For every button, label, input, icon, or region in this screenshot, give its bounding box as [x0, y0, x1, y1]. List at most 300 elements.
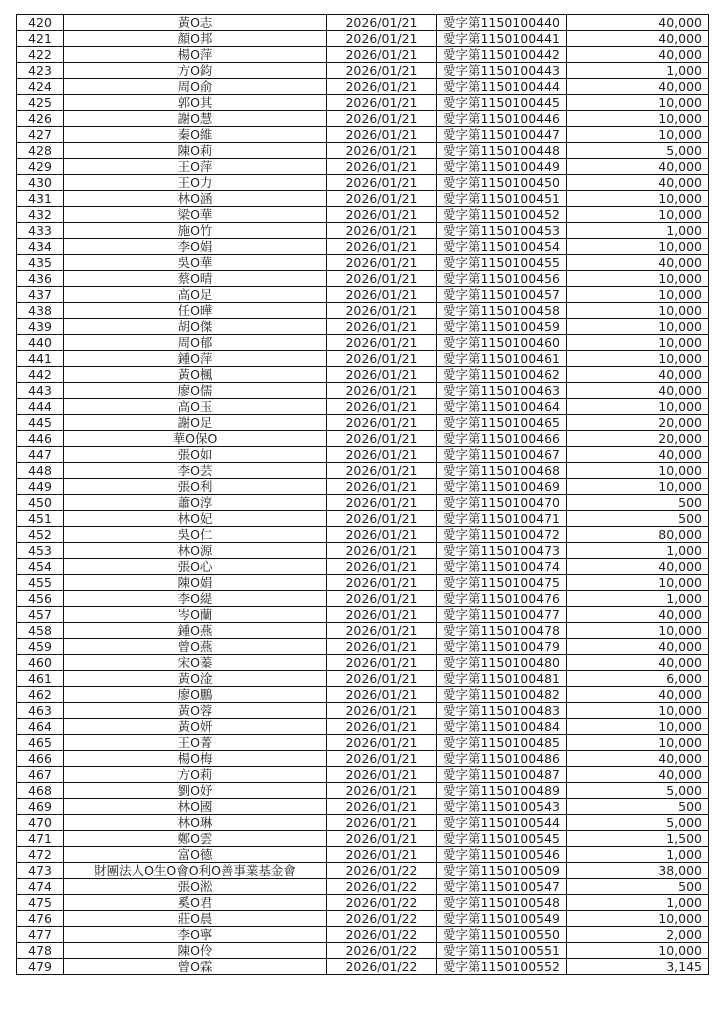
donation-amount-cell: 40,000	[567, 687, 709, 703]
table-row	[17, 735, 709, 751]
donor-name-cell: 謝O足	[64, 415, 327, 431]
donation-amount-cell: 10,000	[567, 575, 709, 591]
table-row	[17, 847, 709, 863]
donor-name-cell: 林O妃	[64, 511, 327, 527]
row-number-cell: 478	[17, 943, 64, 959]
donor-name-cell: 任O曄	[64, 303, 327, 319]
table-row	[17, 319, 709, 335]
receipt-number-cell: 愛字第1150100450	[437, 175, 567, 191]
donation-amount-cell: 3,145	[567, 959, 709, 975]
donor-name-cell: 黃O淦	[64, 671, 327, 687]
donor-name-cell: 胡O傑	[64, 319, 327, 335]
donor-name-cell: 廖O儒	[64, 383, 327, 399]
donation-amount-cell: 10,000	[567, 111, 709, 127]
donation-date-cell: 2026/01/21	[327, 703, 437, 719]
receipt-number-cell: 愛字第1150100447	[437, 127, 567, 143]
receipt-number-cell: 愛字第1150100449	[437, 159, 567, 175]
donor-name-cell: 林O琳	[64, 815, 327, 831]
table-row	[17, 255, 709, 271]
donation-date-cell: 2026/01/21	[327, 591, 437, 607]
receipt-number-cell: 愛字第1150100509	[437, 863, 567, 879]
receipt-number-cell: 愛字第1150100445	[437, 95, 567, 111]
row-number-cell: 422	[17, 47, 64, 63]
receipt-number-cell: 愛字第1150100550	[437, 927, 567, 943]
donation-amount-cell: 10,000	[567, 239, 709, 255]
table-row	[17, 879, 709, 895]
table-row	[17, 31, 709, 47]
row-number-cell: 431	[17, 191, 64, 207]
donation-date-cell: 2026/01/21	[327, 303, 437, 319]
table-row	[17, 127, 709, 143]
table-row	[17, 863, 709, 879]
donor-name-cell: 吳O華	[64, 255, 327, 271]
donation-amount-cell: 40,000	[567, 175, 709, 191]
donation-date-cell: 2026/01/21	[327, 575, 437, 591]
table-row	[17, 687, 709, 703]
donation-date-cell: 2026/01/21	[327, 495, 437, 511]
donation-amount-cell: 40,000	[567, 47, 709, 63]
donation-amount-cell: 500	[567, 879, 709, 895]
row-number-cell: 479	[17, 959, 64, 975]
table-row	[17, 815, 709, 831]
receipt-number-cell: 愛字第1150100460	[437, 335, 567, 351]
donor-name-cell: 方O鈞	[64, 63, 327, 79]
donation-date-cell: 2026/01/21	[327, 239, 437, 255]
table-row	[17, 47, 709, 63]
donor-name-cell: 王O萍	[64, 159, 327, 175]
donor-name-cell: 李O緹	[64, 591, 327, 607]
table-row	[17, 671, 709, 687]
row-number-cell: 436	[17, 271, 64, 287]
row-number-cell: 464	[17, 719, 64, 735]
donation-amount-cell: 40,000	[567, 15, 709, 31]
table-row	[17, 15, 709, 31]
row-number-cell: 435	[17, 255, 64, 271]
donation-amount-cell: 10,000	[567, 303, 709, 319]
table-row	[17, 335, 709, 351]
donation-date-cell: 2026/01/21	[327, 79, 437, 95]
donation-amount-cell: 10,000	[567, 943, 709, 959]
table-row	[17, 607, 709, 623]
table-row	[17, 719, 709, 735]
table-row	[17, 287, 709, 303]
row-number-cell: 421	[17, 31, 64, 47]
donation-amount-cell: 5,000	[567, 815, 709, 831]
table-row	[17, 527, 709, 543]
receipt-number-cell: 愛字第1150100443	[437, 63, 567, 79]
donation-amount-cell: 500	[567, 495, 709, 511]
receipt-number-cell: 愛字第1150100469	[437, 479, 567, 495]
donor-name-cell: 財團法人O生O會O利O善事業基金會	[64, 863, 327, 879]
donation-amount-cell: 20,000	[567, 415, 709, 431]
donation-date-cell: 2026/01/21	[327, 143, 437, 159]
table-row	[17, 543, 709, 559]
receipt-number-cell: 愛字第1150100455	[437, 255, 567, 271]
table-row	[17, 415, 709, 431]
table-row	[17, 207, 709, 223]
donor-name-cell: 蔡O晴	[64, 271, 327, 287]
receipt-number-cell: 愛字第1150100481	[437, 671, 567, 687]
donor-name-cell: 林O國	[64, 799, 327, 815]
row-number-cell: 451	[17, 511, 64, 527]
row-number-cell: 452	[17, 527, 64, 543]
table-row	[17, 447, 709, 463]
donation-date-cell: 2026/01/21	[327, 335, 437, 351]
table-row	[17, 927, 709, 943]
donation-amount-cell: 40,000	[567, 751, 709, 767]
table-row	[17, 799, 709, 815]
donation-date-cell: 2026/01/21	[327, 655, 437, 671]
donor-name-cell: 鄭O雲	[64, 831, 327, 847]
donor-name-cell: 宋O蓁	[64, 655, 327, 671]
donation-date-cell: 2026/01/21	[327, 767, 437, 783]
donation-date-cell: 2026/01/21	[327, 783, 437, 799]
receipt-number-cell: 愛字第1150100484	[437, 719, 567, 735]
donation-amount-cell: 1,000	[567, 63, 709, 79]
donation-amount-cell: 1,500	[567, 831, 709, 847]
donation-amount-cell: 10,000	[567, 719, 709, 735]
receipt-number-cell: 愛字第1150100489	[437, 783, 567, 799]
table-row	[17, 495, 709, 511]
donation-amount-cell: 2,000	[567, 927, 709, 943]
table-row	[17, 575, 709, 591]
row-number-cell: 458	[17, 623, 64, 639]
donor-name-cell: 謝O慧	[64, 111, 327, 127]
row-number-cell: 444	[17, 399, 64, 415]
donation-date-cell: 2026/01/21	[327, 463, 437, 479]
row-number-cell: 469	[17, 799, 64, 815]
donation-date-cell: 2026/01/21	[327, 207, 437, 223]
donation-amount-cell: 6,000	[567, 671, 709, 687]
donation-date-cell: 2026/01/21	[327, 47, 437, 63]
table-row	[17, 303, 709, 319]
receipt-number-cell: 愛字第1150100485	[437, 735, 567, 751]
table-row	[17, 751, 709, 767]
donor-name-cell: 黃O妍	[64, 719, 327, 735]
receipt-number-cell: 愛字第1150100471	[437, 511, 567, 527]
donation-amount-cell: 10,000	[567, 127, 709, 143]
donor-name-cell: 陳O莉	[64, 143, 327, 159]
donor-name-cell: 顏O邦	[64, 31, 327, 47]
donor-name-cell: 張O如	[64, 447, 327, 463]
receipt-number-cell: 愛字第1150100467	[437, 447, 567, 463]
donor-name-cell: 周O俞	[64, 79, 327, 95]
table-row	[17, 655, 709, 671]
receipt-number-cell: 愛字第1150100549	[437, 911, 567, 927]
donation-table	[16, 14, 709, 975]
row-number-cell: 438	[17, 303, 64, 319]
donation-amount-cell: 10,000	[567, 191, 709, 207]
donation-date-cell: 2026/01/21	[327, 831, 437, 847]
row-number-cell: 455	[17, 575, 64, 591]
donation-date-cell: 2026/01/21	[327, 95, 437, 111]
donor-name-cell: 奚O君	[64, 895, 327, 911]
row-number-cell: 443	[17, 383, 64, 399]
donation-amount-cell: 40,000	[567, 767, 709, 783]
donor-name-cell: 張O淞	[64, 879, 327, 895]
donor-name-cell: 林O涵	[64, 191, 327, 207]
table-row	[17, 111, 709, 127]
row-number-cell: 460	[17, 655, 64, 671]
donor-name-cell: 鍾O萍	[64, 351, 327, 367]
row-number-cell: 423	[17, 63, 64, 79]
row-number-cell: 447	[17, 447, 64, 463]
receipt-number-cell: 愛字第1150100483	[437, 703, 567, 719]
row-number-cell: 457	[17, 607, 64, 623]
row-number-cell: 473	[17, 863, 64, 879]
donor-name-cell: 王O菁	[64, 735, 327, 751]
donation-date-cell: 2026/01/21	[327, 319, 437, 335]
donor-name-cell: 吳O仁	[64, 527, 327, 543]
donor-name-cell: 張O心	[64, 559, 327, 575]
donation-amount-cell: 1,000	[567, 847, 709, 863]
receipt-number-cell: 愛字第1150100440	[437, 15, 567, 31]
donor-name-cell: 張O利	[64, 479, 327, 495]
receipt-number-cell: 愛字第1150100482	[437, 687, 567, 703]
receipt-number-cell: 愛字第1150100476	[437, 591, 567, 607]
row-number-cell: 448	[17, 463, 64, 479]
row-number-cell: 466	[17, 751, 64, 767]
donation-date-cell: 2026/01/21	[327, 271, 437, 287]
receipt-number-cell: 愛字第1150100463	[437, 383, 567, 399]
donation-amount-cell: 10,000	[567, 463, 709, 479]
table-row	[17, 831, 709, 847]
table-row	[17, 63, 709, 79]
donation-date-cell: 2026/01/21	[327, 447, 437, 463]
receipt-number-cell: 愛字第1150100473	[437, 543, 567, 559]
donor-name-cell: 莊O晨	[64, 911, 327, 927]
donation-amount-cell: 10,000	[567, 287, 709, 303]
row-number-cell: 463	[17, 703, 64, 719]
receipt-number-cell: 愛字第1150100487	[437, 767, 567, 783]
donation-date-cell: 2026/01/21	[327, 639, 437, 655]
donor-name-cell: 黃O楓	[64, 367, 327, 383]
donation-date-cell: 2026/01/21	[327, 351, 437, 367]
row-number-cell: 449	[17, 479, 64, 495]
donation-date-cell: 2026/01/21	[327, 479, 437, 495]
donor-name-cell: 廖O鵬	[64, 687, 327, 703]
receipt-number-cell: 愛字第1150100548	[437, 895, 567, 911]
table-row	[17, 703, 709, 719]
donation-amount-cell: 40,000	[567, 655, 709, 671]
receipt-number-cell: 愛字第1150100461	[437, 351, 567, 367]
row-number-cell: 432	[17, 207, 64, 223]
table-row	[17, 591, 709, 607]
row-number-cell: 468	[17, 783, 64, 799]
row-number-cell: 472	[17, 847, 64, 863]
row-number-cell: 476	[17, 911, 64, 927]
receipt-number-cell: 愛字第1150100459	[437, 319, 567, 335]
donation-amount-cell: 500	[567, 511, 709, 527]
row-number-cell: 456	[17, 591, 64, 607]
receipt-number-cell: 愛字第1150100477	[437, 607, 567, 623]
donation-amount-cell: 10,000	[567, 319, 709, 335]
row-number-cell: 461	[17, 671, 64, 687]
donation-date-cell: 2026/01/21	[327, 159, 437, 175]
donation-date-cell: 2026/01/21	[327, 431, 437, 447]
receipt-number-cell: 愛字第1150100453	[437, 223, 567, 239]
donation-date-cell: 2026/01/21	[327, 111, 437, 127]
donation-amount-cell: 10,000	[567, 207, 709, 223]
donation-date-cell: 2026/01/21	[327, 191, 437, 207]
donor-name-cell: 高O足	[64, 287, 327, 303]
donation-amount-cell: 40,000	[567, 255, 709, 271]
table-row	[17, 479, 709, 495]
table-row	[17, 895, 709, 911]
donation-date-cell: 2026/01/21	[327, 719, 437, 735]
row-number-cell: 424	[17, 79, 64, 95]
donation-date-cell: 2026/01/21	[327, 415, 437, 431]
receipt-number-cell: 愛字第1150100474	[437, 559, 567, 575]
donation-date-cell: 2026/01/21	[327, 15, 437, 31]
row-number-cell: 450	[17, 495, 64, 511]
receipt-number-cell: 愛字第1150100442	[437, 47, 567, 63]
table-row	[17, 159, 709, 175]
row-number-cell: 446	[17, 431, 64, 447]
donation-date-cell: 2026/01/21	[327, 511, 437, 527]
donor-name-cell: 郭O其	[64, 95, 327, 111]
row-number-cell: 440	[17, 335, 64, 351]
donation-amount-cell: 10,000	[567, 703, 709, 719]
table-row	[17, 943, 709, 959]
table-row	[17, 639, 709, 655]
donation-date-cell: 2026/01/21	[327, 735, 437, 751]
donation-amount-cell: 40,000	[567, 383, 709, 399]
donor-name-cell: 楊O梅	[64, 751, 327, 767]
table-row	[17, 383, 709, 399]
table-row	[17, 559, 709, 575]
receipt-number-cell: 愛字第1150100545	[437, 831, 567, 847]
table-row	[17, 959, 709, 975]
donation-date-cell: 2026/01/21	[327, 63, 437, 79]
receipt-number-cell: 愛字第1150100448	[437, 143, 567, 159]
donation-amount-cell: 5,000	[567, 143, 709, 159]
receipt-number-cell: 愛字第1150100472	[437, 527, 567, 543]
donation-date-cell: 2026/01/21	[327, 223, 437, 239]
donation-amount-cell: 38,000	[567, 863, 709, 879]
donation-amount-cell: 40,000	[567, 607, 709, 623]
donation-date-cell: 2026/01/21	[327, 255, 437, 271]
donation-date-cell: 2026/01/21	[327, 399, 437, 415]
receipt-number-cell: 愛字第1150100544	[437, 815, 567, 831]
donor-name-cell: 李O寧	[64, 927, 327, 943]
table-row	[17, 175, 709, 191]
donation-amount-cell: 10,000	[567, 479, 709, 495]
donation-date-cell: 2026/01/21	[327, 799, 437, 815]
donor-name-cell: 李O芸	[64, 463, 327, 479]
donor-name-cell: 梁O華	[64, 207, 327, 223]
donation-date-cell: 2026/01/22	[327, 943, 437, 959]
donation-amount-cell: 10,000	[567, 735, 709, 751]
row-number-cell: 471	[17, 831, 64, 847]
donor-name-cell: 施O竹	[64, 223, 327, 239]
donation-date-cell: 2026/01/21	[327, 287, 437, 303]
receipt-number-cell: 愛字第1150100458	[437, 303, 567, 319]
donation-date-cell: 2026/01/21	[327, 815, 437, 831]
receipt-number-cell: 愛字第1150100451	[437, 191, 567, 207]
donation-amount-cell: 20,000	[567, 431, 709, 447]
donation-amount-cell: 40,000	[567, 559, 709, 575]
table-row	[17, 143, 709, 159]
donation-date-cell: 2026/01/21	[327, 543, 437, 559]
donation-amount-cell: 40,000	[567, 79, 709, 95]
donation-date-cell: 2026/01/21	[327, 607, 437, 623]
row-number-cell: 426	[17, 111, 64, 127]
donation-date-cell: 2026/01/21	[327, 127, 437, 143]
donor-name-cell: 富O德	[64, 847, 327, 863]
donation-date-cell: 2026/01/21	[327, 527, 437, 543]
row-number-cell: 428	[17, 143, 64, 159]
donor-name-cell: 黃O志	[64, 15, 327, 31]
table-row	[17, 767, 709, 783]
row-number-cell: 467	[17, 767, 64, 783]
receipt-number-cell: 愛字第1150100470	[437, 495, 567, 511]
donation-date-cell: 2026/01/21	[327, 671, 437, 687]
donor-name-cell: 陳O娟	[64, 575, 327, 591]
table-row	[17, 223, 709, 239]
receipt-number-cell: 愛字第1150100464	[437, 399, 567, 415]
row-number-cell: 439	[17, 319, 64, 335]
document-page	[16, 14, 709, 975]
receipt-number-cell: 愛字第1150100478	[437, 623, 567, 639]
donation-date-cell: 2026/01/22	[327, 879, 437, 895]
table-row	[17, 399, 709, 415]
receipt-number-cell: 愛字第1150100462	[437, 367, 567, 383]
donor-name-cell: 林O源	[64, 543, 327, 559]
donation-amount-cell: 5,000	[567, 783, 709, 799]
receipt-number-cell: 愛字第1150100454	[437, 239, 567, 255]
donor-name-cell: 華O保O	[64, 431, 327, 447]
table-row	[17, 511, 709, 527]
receipt-number-cell: 愛字第1150100479	[437, 639, 567, 655]
receipt-number-cell: 愛字第1150100452	[437, 207, 567, 223]
donation-amount-cell: 40,000	[567, 31, 709, 47]
donation-amount-cell: 1,000	[567, 543, 709, 559]
donation-date-cell: 2026/01/21	[327, 175, 437, 191]
donation-date-cell: 2026/01/21	[327, 751, 437, 767]
receipt-number-cell: 愛字第1150100456	[437, 271, 567, 287]
receipt-number-cell: 愛字第1150100444	[437, 79, 567, 95]
donation-amount-cell: 1,000	[567, 895, 709, 911]
row-number-cell: 429	[17, 159, 64, 175]
donor-name-cell: 曾O燕	[64, 639, 327, 655]
row-number-cell: 465	[17, 735, 64, 751]
donation-date-cell: 2026/01/21	[327, 31, 437, 47]
donation-amount-cell: 10,000	[567, 351, 709, 367]
row-number-cell: 477	[17, 927, 64, 943]
receipt-number-cell: 愛字第1150100480	[437, 655, 567, 671]
table-row	[17, 431, 709, 447]
receipt-number-cell: 愛字第1150100441	[437, 31, 567, 47]
donor-name-cell: 岑O蘭	[64, 607, 327, 623]
donation-date-cell: 2026/01/22	[327, 863, 437, 879]
donor-name-cell: 曾O霖	[64, 959, 327, 975]
donation-amount-cell: 10,000	[567, 911, 709, 927]
receipt-number-cell: 愛字第1150100486	[437, 751, 567, 767]
donation-amount-cell: 10,000	[567, 399, 709, 415]
donor-name-cell: 高O玉	[64, 399, 327, 415]
donation-date-cell: 2026/01/22	[327, 959, 437, 975]
donor-name-cell: 鍾O燕	[64, 623, 327, 639]
row-number-cell: 433	[17, 223, 64, 239]
donation-amount-cell: 500	[567, 799, 709, 815]
donation-date-cell: 2026/01/21	[327, 367, 437, 383]
table-row	[17, 191, 709, 207]
receipt-number-cell: 愛字第1150100552	[437, 959, 567, 975]
donor-name-cell: 陳O伶	[64, 943, 327, 959]
donation-date-cell: 2026/01/21	[327, 847, 437, 863]
row-number-cell: 425	[17, 95, 64, 111]
